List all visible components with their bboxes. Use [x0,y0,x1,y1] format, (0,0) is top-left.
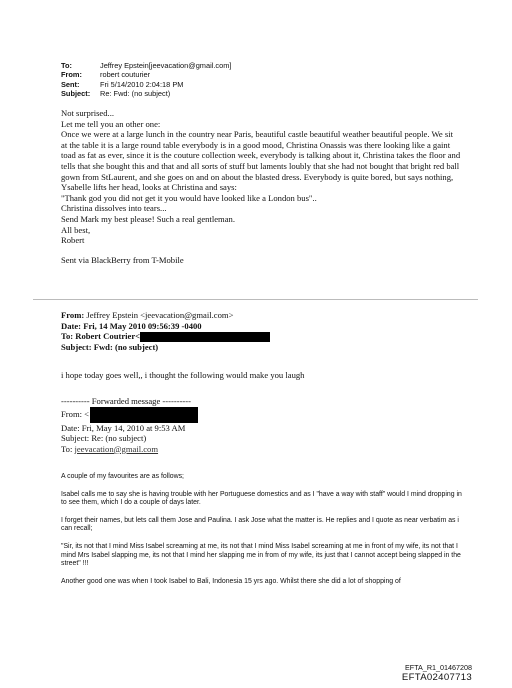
forwarded-date: Date: Fri, May 14, 2010 at 9:53 AM [61,422,186,433]
quoted-to-value: Robert Coutrier< [75,331,141,342]
to-label: To: [61,61,72,70]
reply-line: Christina dissolves into tears... [61,203,167,214]
forwarded-paragraph: A couple of my favourites are as follows; [61,473,184,480]
reply-body [61,108,461,265]
forwarded-to-link[interactable]: jeevacation@gmail.com [74,443,159,454]
reply-line: All best, [61,224,91,235]
reply-line: Not surprised... [61,108,114,118]
quoted-from-label: From: [61,310,85,320]
sent-value: Fri 5/14/2010 2:04:18 PM [100,79,184,89]
sent-label: Sent: [61,79,80,89]
forwarded-marker: ---------- Forwarded message ---------- [61,396,192,406]
subject-value: Re: Fwd: (no subject) [100,89,171,99]
forwarded-paragraph: I forget their names, but lets call them Jose and Paulina. I ask Jose what the matter is. He replies and I quote as near verbatim as i can recall; [61,516,459,533]
reply-signature: Robert [61,235,85,246]
document-footer [402,663,472,683]
quoted-header [61,310,270,353]
subject-label: Subject: [61,89,91,99]
sent-via-line: Sent via BlackBerry from T-Mobile [61,254,184,265]
doc-id: EFTA_R1_01467208 [405,663,472,672]
divider [33,299,478,300]
quoted-subject-row [61,342,270,353]
forwarded-paragraph: Isabel calls me to say she is having trouble with her Portuguese domestics and as I "have a way with staff" would I mind dropping in to see them, which I do a couple of days later. [61,490,462,507]
forwarded-body [61,473,467,595]
forwarded-paragraph: Another good one was when I took Isabel to Bali, Indonesia 15 yrs ago. Whilst there she did a lot of shopping of [61,577,401,585]
reply-paragraph: Once we were at a large lunch in the country near Paris, beautiful castle beautiful weather beautiful people. We sit at the table it is a large round table everybody is in a good mood, Christina Onassis was there looking like a gaint toad as fat as ever, since it is the couture collection week, everybody is talking about it, Christina takes the floor and tells that she bought this and that and all sorts of stuff but laments loubly that she had not bought that bright red ball gown from StLaurent, and she goes on and on about the blasted dress. Everybody is quite bored, but says nothing, Ysabelle lifts her head, looks at Christina and says: [61,129,461,193]
quoted-date-row [61,321,270,332]
header-sent-row [61,80,231,89]
email-header [61,61,231,99]
from-label: From: [61,70,82,80]
forwarded-paragraph: "Sir, its not that I mind Miss Isabel screaming at me, its not that I mind Miss Isabel screaming at me in front of my wife, its not that I mind Mrs Isabel slapping me, its not that I mind her slapping me in from of my wife, its just that I cannot accept being slapped in the street" !!! [61,542,461,568]
forwarded-header [61,396,198,454]
quoted-subject-label: Subject: [61,342,92,353]
forwarded-from: From: < [61,408,90,419]
quoted-subject-value: Fwd: (no subject) [93,342,159,353]
redaction-bar [140,332,270,342]
quoted-message-line: i hope today goes well,, i thought the following would make you laugh [61,370,305,380]
quoted-from-value: Jeffrey Epstein <jeevacation@gmail.com> [86,310,234,320]
reply-line: "Thank god you did not get it you would have looked like a London bus".. [61,192,317,203]
reply-line: Send Mark my best please! Such a real gentleman. [61,213,235,224]
forwarded-to-row [61,444,198,455]
header-subject-row [61,89,231,98]
header-from-row [61,70,231,79]
quoted-from-row [61,310,270,321]
quoted-date-label: Date: [61,320,82,331]
reply-line: Let me tell you an other one: [61,118,161,129]
forwarded-subject: Subject: Re: (no subject) [61,433,147,444]
header-to-row [61,61,231,70]
quoted-date-value: Fri, 14 May 2010 09:56:39 -0400 [83,320,202,331]
quoted-to-label: To: [61,331,74,342]
redaction-bar [90,407,198,423]
forwarded-from-row [61,407,198,423]
from-value: robert couturier [100,70,151,80]
bates-number: EFTA02407713 [401,672,472,683]
forwarded-to-label: To: [61,443,75,454]
to-value: Jeffrey Epstein[jeevacation@gmail.com] [100,61,232,70]
quoted-to-row [61,331,270,342]
